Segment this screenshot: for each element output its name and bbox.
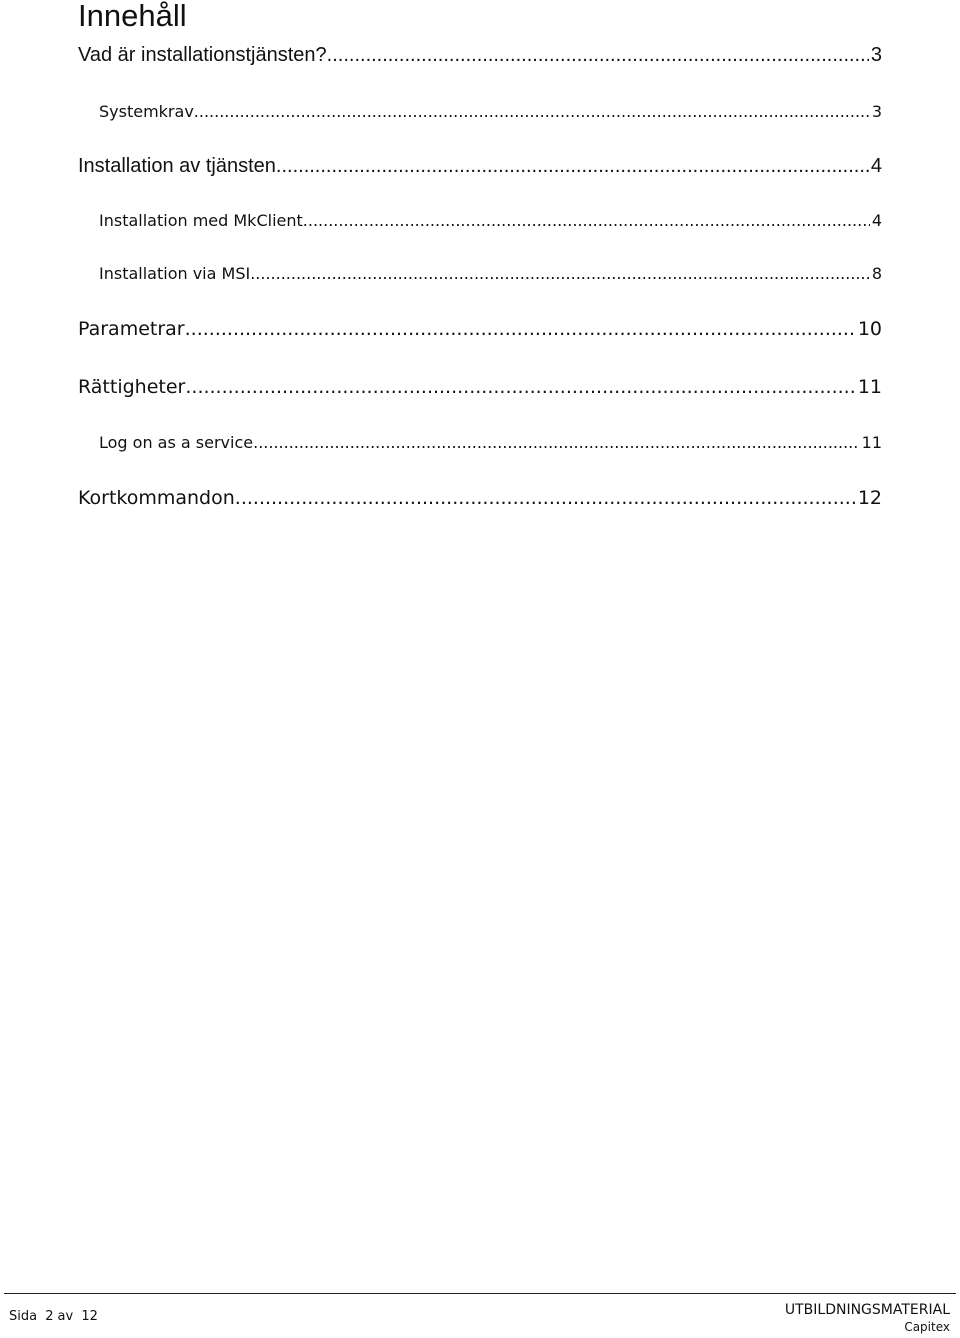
footer-document-info xyxy=(785,1302,950,1336)
toc-leader-dots xyxy=(250,263,870,285)
toc-entry-title: Installation via MSI xyxy=(99,264,251,283)
toc-entry-rattigheter[interactable] xyxy=(78,374,882,400)
toc-entry-page: 12 xyxy=(857,487,882,509)
toc-entry-installation-med-mkclient[interactable] xyxy=(99,210,882,232)
toc-entry-page: 3 xyxy=(871,102,882,121)
toc-entry-page: 4 xyxy=(870,155,882,177)
toc-leader-dots xyxy=(303,210,870,232)
toc-entry-title: Log on as a service xyxy=(99,433,254,452)
toc-entry-page: 3 xyxy=(870,44,882,66)
toc-leader-dots xyxy=(235,485,856,511)
footer-company: Capitex xyxy=(904,1320,950,1334)
toc-leader-dots xyxy=(185,316,856,342)
toc-entry-title: Systemkrav xyxy=(99,102,194,121)
toc-entry-title: Vad är installationstjänsten? xyxy=(78,44,327,66)
toc-entry-parametrar[interactable] xyxy=(78,316,882,342)
toc-leader-dots xyxy=(276,153,869,179)
toc-leader-dots xyxy=(194,101,870,123)
toc-entry-page: 11 xyxy=(861,433,882,452)
toc-entry-title: Installation med MkClient xyxy=(99,211,303,230)
page-title: Innehåll xyxy=(78,0,187,33)
footer-page-counter xyxy=(9,1308,102,1326)
footer-page-current: 2 xyxy=(45,1309,54,1324)
toc-leader-dots xyxy=(185,374,855,400)
toc-entry-page: 11 xyxy=(857,376,882,398)
toc-entry-log-on-as-a-service[interactable] xyxy=(99,432,882,454)
toc-entry-page: 10 xyxy=(857,318,882,340)
toc-leader-dots xyxy=(327,42,869,68)
footer-doc-type: UTBILDNINGSMATERIAL xyxy=(784,1302,950,1318)
toc-entry-systemkrav[interactable] xyxy=(99,101,882,123)
toc-entry-kortkommandon[interactable] xyxy=(78,485,882,511)
toc-entry-installation-av-tjansten[interactable] xyxy=(78,153,882,179)
toc-entry-title: Kortkommandon xyxy=(78,487,235,509)
toc-entry-page: 4 xyxy=(871,211,882,230)
footer-page-total: 12 xyxy=(81,1309,98,1324)
footer-divider xyxy=(4,1293,956,1294)
footer-page-separator: av xyxy=(57,1309,74,1324)
toc-leader-dots xyxy=(253,432,860,454)
toc-entry-title: Installation av tjänsten xyxy=(78,155,276,177)
toc-entry-title: Rättigheter xyxy=(78,376,186,398)
toc-entry-title: Parametrar xyxy=(78,318,185,340)
toc-entry-vad-ar-installationstjansten[interactable] xyxy=(78,42,882,68)
toc-entry-page: 8 xyxy=(871,264,882,283)
footer-page-prefix: Sida xyxy=(9,1309,38,1324)
toc-entry-installation-via-msi[interactable] xyxy=(99,263,882,285)
